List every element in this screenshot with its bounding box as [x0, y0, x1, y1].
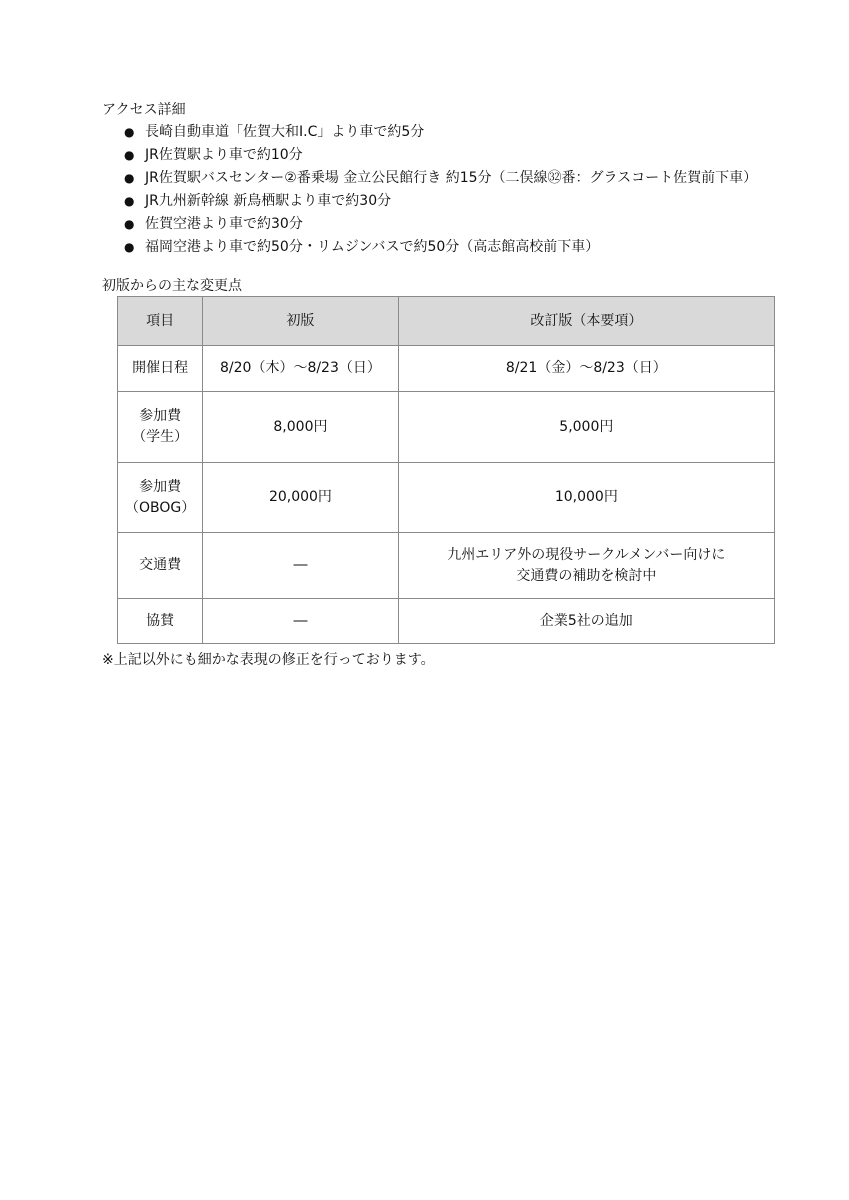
access-item-text: 佐賀空港より車で約30分 [145, 216, 303, 232]
list-item [102, 122, 775, 142]
list-item [102, 168, 775, 188]
access-section [102, 100, 792, 260]
list-item [102, 145, 775, 165]
cell-item [118, 463, 203, 533]
cell-item-line2: （OBOG） [124, 499, 196, 516]
cell-revised [398, 533, 774, 599]
cell-item-line2: （学生） [132, 429, 189, 445]
cell-first: 20,000円 [203, 463, 398, 533]
access-item-text: JR佐賀駅より車で約10分 [145, 147, 303, 163]
cell-item [118, 599, 203, 644]
cell-revised-line: 九州エリア外の現役サークルメンバー向けに [447, 546, 726, 563]
cell-item-line: 参加費 [139, 408, 182, 424]
bullet-icon: ● [124, 171, 135, 185]
cell-revised: 8/21（金）～8/23（日） [398, 346, 774, 392]
cell-item-line: 開催日程 [132, 360, 189, 376]
header-first-edition: 初版 [203, 297, 398, 346]
cell-first: 8/20（木）～8/23（日） [203, 346, 398, 392]
footnote: ※上記以外にも細かな表現の修正を行っております。 [102, 652, 435, 668]
list-item [102, 237, 775, 257]
changes-table [117, 296, 775, 644]
table-row [118, 533, 775, 599]
access-item-text: JR佐賀駅バスセンター②番乗場 金立公民館行き 約15分（二俣線㉜番：グラスコート佐賀前下車） [145, 170, 758, 186]
cell-item-line: 参加費 [139, 478, 182, 495]
bullet-icon: ● [124, 217, 135, 231]
table-row [118, 392, 775, 463]
table-row [118, 599, 775, 644]
header-revised-edition: 改訂版（本要項） [398, 297, 774, 346]
list-item [102, 191, 775, 211]
access-item-text: 長崎自動車道「佐賀大和I.C」より車で約5分 [145, 124, 425, 140]
table-row [118, 346, 775, 392]
header-item: 項目 [118, 297, 203, 346]
access-item-text: 福岡空港より車で約50分・リムジンバスで約50分（高志館高校前下車） [145, 239, 600, 255]
cell-revised: 5,000円 [398, 392, 774, 463]
access-title: アクセス詳細 [102, 102, 186, 118]
table-header-row [118, 297, 775, 346]
bullet-icon: ● [124, 148, 135, 162]
cell-item-line: 交通費 [139, 557, 182, 573]
cell-first: ― [203, 533, 398, 599]
cell-item [118, 533, 203, 599]
cell-item [118, 346, 203, 392]
changes-title: 初版からの主な変更点 [102, 278, 242, 294]
access-item-text: JR九州新幹線 新鳥栖駅より車で約30分 [145, 193, 392, 209]
list-item [102, 214, 775, 234]
cell-item-line: 協賛 [146, 612, 175, 629]
cell-first: ― [203, 599, 398, 644]
table-row [118, 463, 775, 533]
cell-revised-line2: 交通費の補助を検討中 [516, 567, 657, 584]
access-list [102, 122, 792, 257]
cell-first: 8,000円 [203, 392, 398, 463]
cell-item [118, 392, 203, 463]
bullet-icon: ● [124, 240, 135, 254]
bullet-icon: ● [124, 194, 135, 208]
bullet-icon: ● [124, 125, 135, 139]
cell-revised: 企業5社の追加 [398, 599, 774, 644]
cell-revised: 10,000円 [398, 463, 774, 533]
